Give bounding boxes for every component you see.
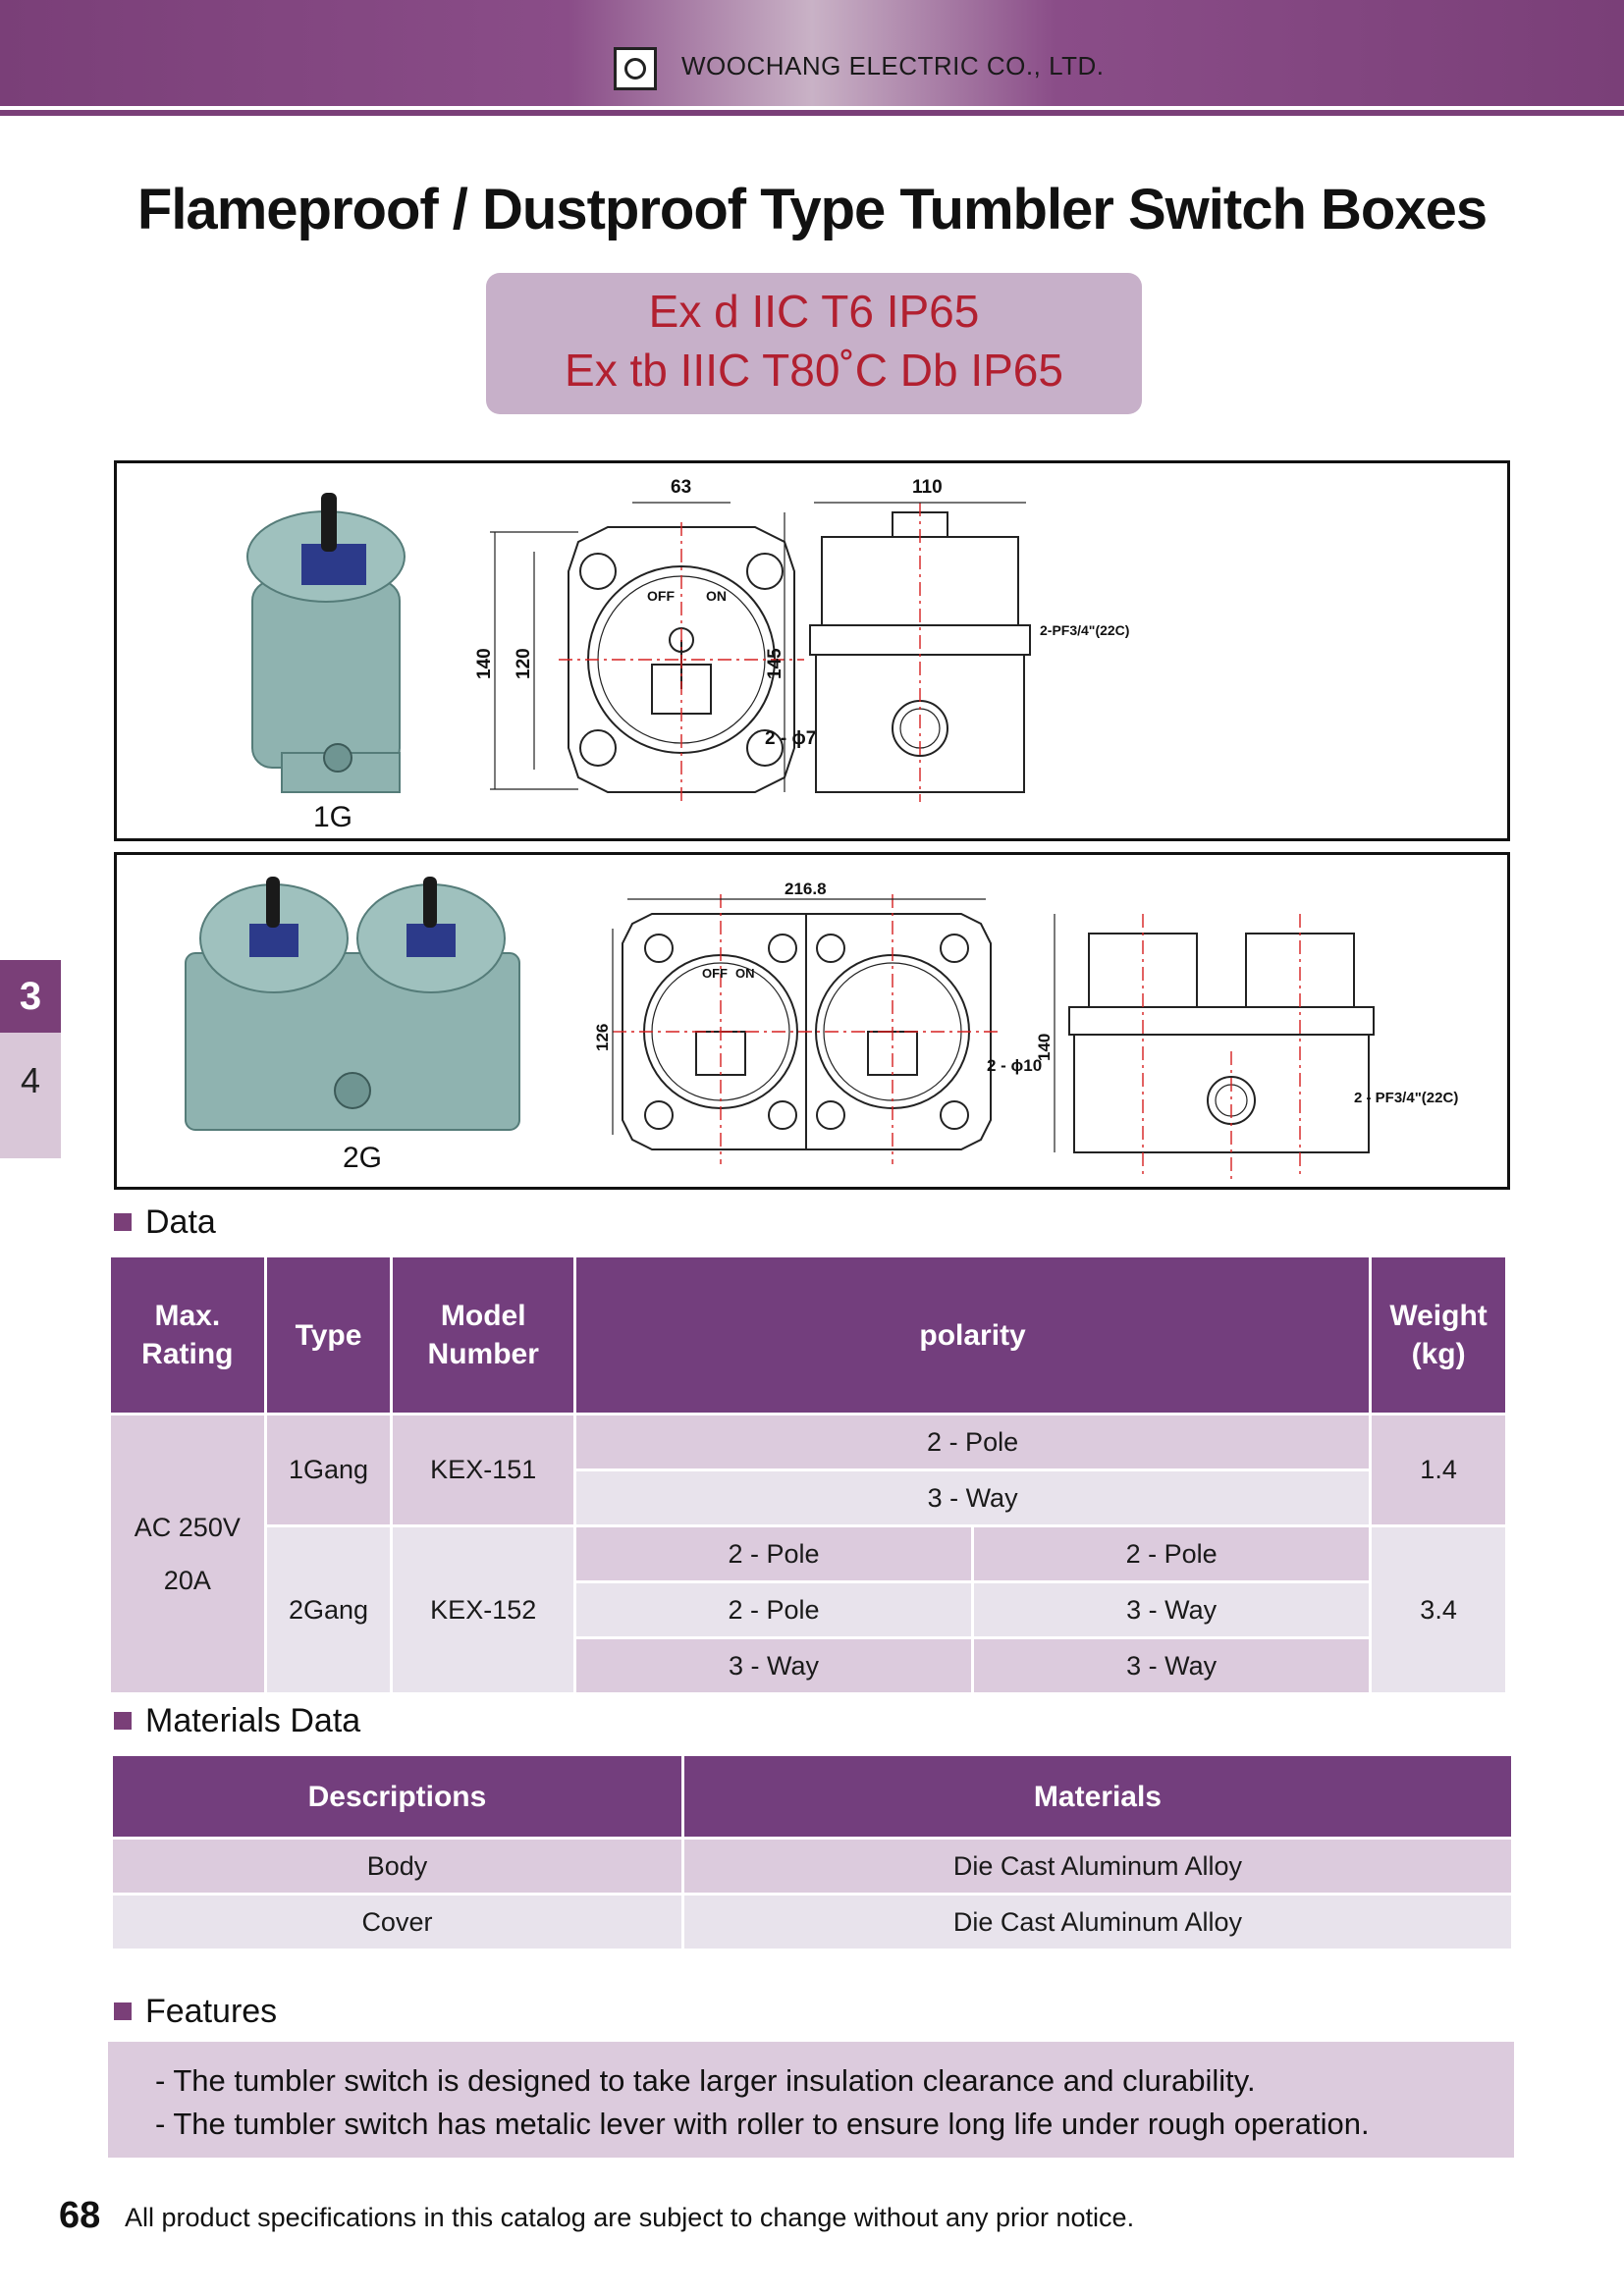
cell-polarity-2g-3b: 3 - Way [974, 1639, 1369, 1692]
bullet-square-icon [114, 1213, 132, 1231]
cell-polarity-1g-2: 3 - Way [576, 1471, 1369, 1524]
header-descriptions: Descriptions [113, 1756, 681, 1837]
dim-conduit-1g: 2-PF3/4"(22C) [1040, 622, 1130, 638]
dim-side-width: 110 [912, 477, 943, 498]
data-heading: Data [114, 1203, 216, 1242]
cell-model-1g: KEX-151 [393, 1415, 573, 1524]
cell-rating: AC 250V 20A [111, 1415, 264, 1692]
cell-weight-1g: 1.4 [1372, 1415, 1505, 1524]
chapter-tab-active[interactable]: 3 [0, 960, 61, 1033]
footer-notice: All product specifications in this catalog are subject to change without any prior notice. [125, 2203, 1135, 2232]
rating-line-1: Ex d IIC T6 IP65 [648, 286, 980, 337]
header-rule [0, 110, 1624, 116]
dim-height-inner: 120 [514, 648, 534, 679]
chapter-tab-inactive[interactable]: 4 [0, 1033, 61, 1158]
figure-2g-frame [114, 852, 1510, 1190]
dim-width-2g: 216.8 [785, 880, 827, 898]
dim-holes-1g: 2 - ϕ7 [765, 728, 817, 749]
header-max-rating: Max. Rating [111, 1257, 264, 1413]
dim-conduit-2g: 2 - PF3/4"(22C) [1354, 1090, 1459, 1106]
label-on-1g: ON [706, 588, 727, 604]
bullet-square-icon [114, 2002, 132, 2020]
cell-desc-cover: Cover [113, 1896, 681, 1949]
cell-polarity-1g-1: 2 - Pole [576, 1415, 1369, 1468]
label-on-2g: ON [735, 966, 755, 981]
features-heading: Features [114, 1993, 277, 2031]
materials-heading: Materials Data [114, 1702, 360, 1740]
front-view-2g [613, 894, 1001, 1164]
figure-1g-frame [114, 460, 1510, 841]
product-1g-illustration [247, 493, 405, 792]
cell-polarity-2g-1a: 2 - Pole [576, 1527, 971, 1580]
materials-table [110, 1753, 1514, 1951]
dim-height-right-2g: 140 [1035, 1033, 1054, 1061]
cell-material-cover: Die Cast Aluminum Alloy [684, 1896, 1511, 1949]
rating-line-2: Ex tb IIIC T80˚C Db IP65 [565, 345, 1063, 396]
figure-1g-label: 1G [313, 801, 353, 833]
figure-1g-drawing [117, 463, 1507, 838]
cell-desc-body: Body [113, 1840, 681, 1893]
cell-model-2g: KEX-152 [393, 1527, 573, 1692]
cell-polarity-2g-2b: 3 - Way [974, 1583, 1369, 1636]
header-model: Model Number [393, 1257, 573, 1413]
dim-side-height: 145 [765, 648, 785, 679]
figure-2g-drawing [117, 855, 1507, 1187]
dim-height-left-2g: 126 [593, 1023, 612, 1051]
header-weight: Weight (kg) [1372, 1257, 1505, 1413]
cell-type-2g: 2Gang [267, 1527, 391, 1692]
page-number: 68 [59, 2195, 101, 2236]
feature-item: - The tumbler switch is designed to take larger insulation clearance and clurability. [155, 2063, 1256, 2098]
cell-polarity-2g-3a: 3 - Way [576, 1639, 971, 1692]
front-view-1g [490, 503, 804, 802]
figure-2g-label: 2G [343, 1142, 383, 1174]
bullet-square-icon [114, 1712, 132, 1730]
dim-holes-2g: 2 - ϕ10 [987, 1056, 1043, 1075]
dim-top-width: 63 [671, 477, 692, 498]
cell-polarity-2g-2a: 2 - Pole [576, 1583, 971, 1636]
data-table [108, 1255, 1508, 1695]
cell-weight-2g: 3.4 [1372, 1527, 1505, 1692]
company-logo-icon [614, 47, 657, 90]
product-2g-illustration [186, 877, 519, 1130]
company-name: WOOCHANG ELECTRIC CO., LTD. [681, 51, 1105, 80]
dim-height-outer: 140 [474, 648, 495, 679]
side-view-1g [785, 503, 1030, 802]
header-polarity: polarity [576, 1257, 1369, 1413]
header-materials: Materials [684, 1756, 1511, 1837]
cell-material-body: Die Cast Aluminum Alloy [684, 1840, 1511, 1893]
cell-polarity-2g-1b: 2 - Pole [974, 1527, 1369, 1580]
page-title: Flameproof / Dustproof Type Tumbler Switch Boxes [136, 178, 1488, 241]
features-box [108, 2042, 1514, 2158]
side-view-2g [1055, 914, 1374, 1179]
label-off-1g: OFF [647, 588, 675, 604]
feature-item: - The tumbler switch has metalic lever with roller to ensure long life under rough operation. [155, 2107, 1370, 2141]
label-off-2g: OFF [702, 966, 728, 981]
header-type: Type [267, 1257, 391, 1413]
cell-type-1g: 1Gang [267, 1415, 391, 1524]
